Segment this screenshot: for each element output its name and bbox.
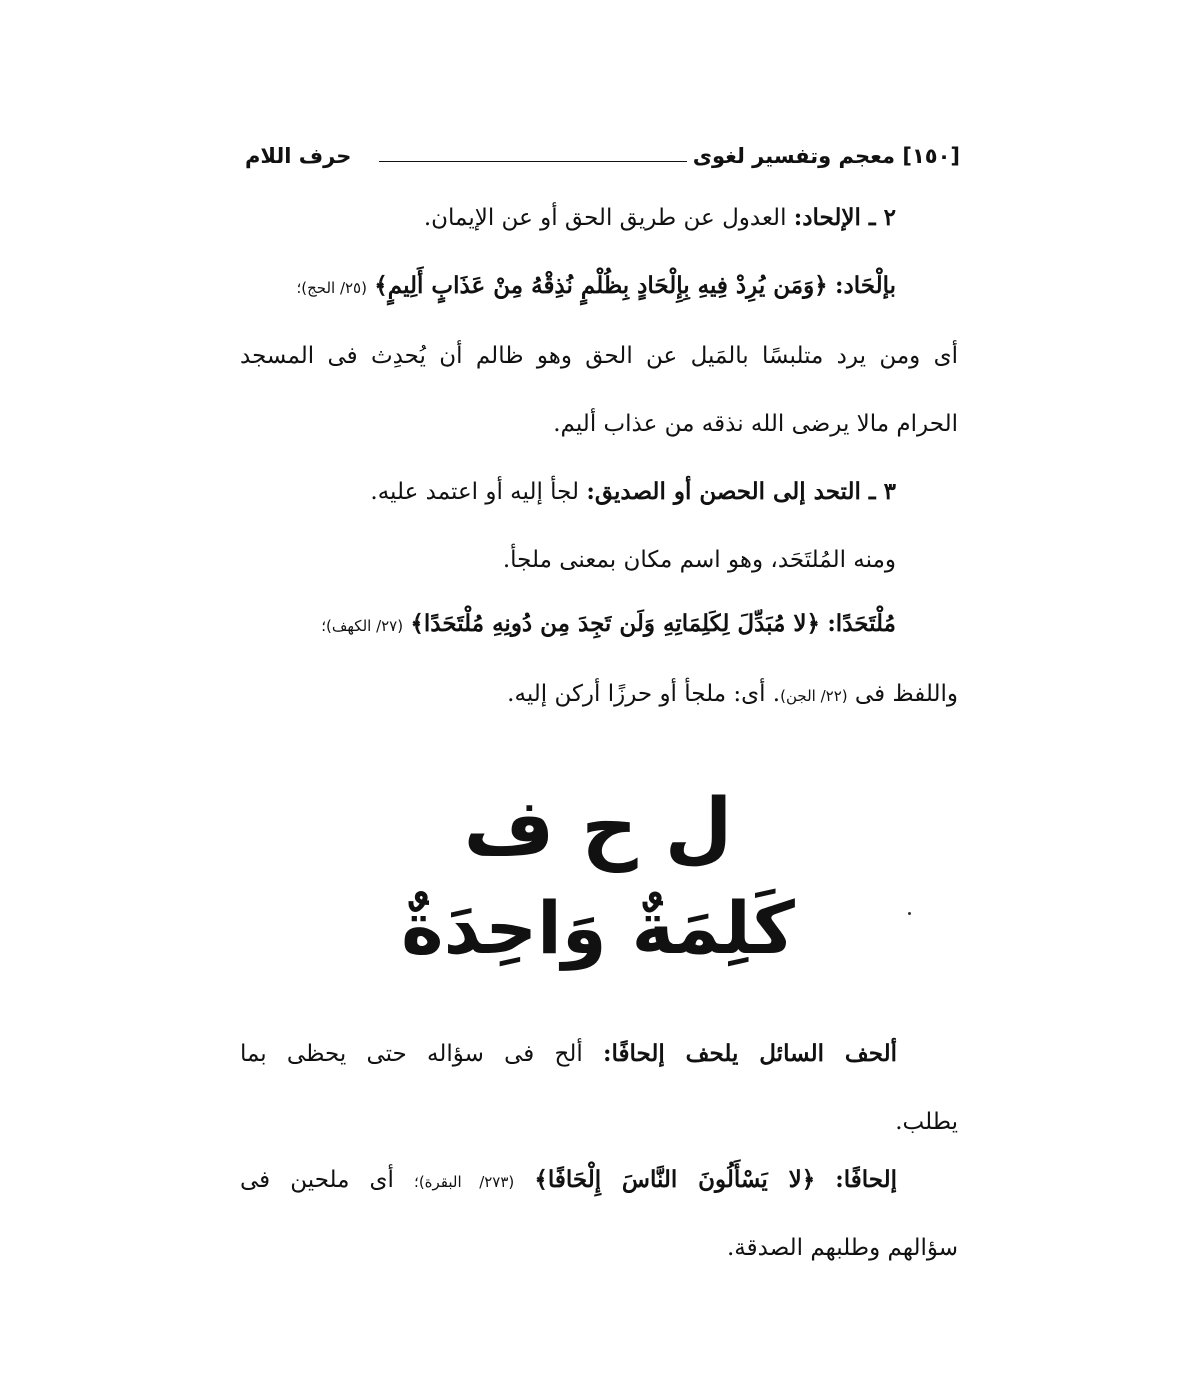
quote-reference: (٢٢/ الجن) [780, 687, 848, 705]
entry-meaning: ألح فى سؤاله حتى يحظى بما [240, 1041, 603, 1067]
quote-label: إلحافًا: [835, 1166, 898, 1193]
quran-quote: ﴿لا مُبَدِّلَ لِكَلِمَاتِهِ وَلَن تَجِدَ مِن دُونِهِ مُلْتَحَدًا﴾ [410, 610, 820, 637]
entry-multahad-note: ومنه المُلتَحَد، وهو اسم مكان بمعنى ملجأ. [502, 547, 896, 573]
entry-term: ٢ ـ الإلحاد: [793, 204, 896, 231]
entry-ilhad-explanation-line2: الحرام مالا يرضى الله نذقه من عذاب أليم. [553, 411, 958, 437]
entry-ilhafan-quote-cont: سؤالهم وطلبهم الصدقة. [726, 1235, 958, 1261]
header-rule [379, 161, 686, 162]
entry-term: ٣ ـ التحد إلى الحصن أو الصديق: [586, 478, 896, 505]
entry-iltahada-definition [370, 474, 896, 510]
entry-meaning: العدول عن طريق الحق أو عن الإيمان. [423, 205, 794, 231]
quote-label: مُلْتَحَدًا: [827, 610, 896, 637]
quote-reference: (٢٧/ الكهف)؛ [321, 617, 404, 635]
entry-term: ألحف السائل يلحف إلحافًا: [603, 1040, 897, 1067]
quran-quote: ﴿لا يَسْأَلُونَ النَّاسَ إِلْحَافًا﴾ [534, 1166, 816, 1193]
root-word-count: كَلِمَةٌ وَاحِدَةٌ [401, 886, 795, 970]
root-heading: ل ح ف [463, 783, 733, 873]
quote-reference: (٢٧٣/ البقرة)؛ [414, 1173, 515, 1191]
entry-ilhad-quote [296, 268, 896, 306]
entry-multahad-other-occurrence [507, 676, 958, 714]
quote-reference: (٢٥/ الحج)؛ [296, 279, 367, 297]
text: . أى: ملجأ أو حرزًا أركن إليه. [507, 681, 781, 707]
quran-quote: ﴿وَمَن يُرِدْ فِيهِ بِإِلْحَادٍ بِظُلْمٍ نُذِقْهُ مِنْ عَذَابٍ أَلِيمٍ﴾ [374, 272, 828, 299]
text: أى ملحين فى [240, 1167, 415, 1193]
entry-ilhafan-quote [240, 1162, 897, 1200]
text: واللفظ فى [847, 681, 958, 707]
entry-alhafa-definition [240, 1036, 897, 1072]
book-title: معجم وتفسير لغوى [692, 144, 896, 168]
quote-label: بإلْحَاد: [834, 272, 896, 299]
page-number: [١٥٠] [902, 144, 960, 168]
header-book-info [693, 144, 960, 168]
entry-ilhad-definition [424, 200, 896, 236]
speck [908, 912, 911, 915]
entry-ilhad-explanation-line1: أى ومن يرد متلبسًا بالمَيل عن الحق وهو ظالم أن يُحدِث فى المسجد [240, 343, 958, 369]
entry-meaning: لجأ إليه أو اعتمد عليه. [370, 479, 587, 505]
section-title: حرف اللام [245, 144, 352, 168]
entry-multahad-quote [321, 606, 896, 644]
entry-alhafa-definition-cont: يطلب. [895, 1109, 958, 1135]
page-header [245, 138, 960, 174]
